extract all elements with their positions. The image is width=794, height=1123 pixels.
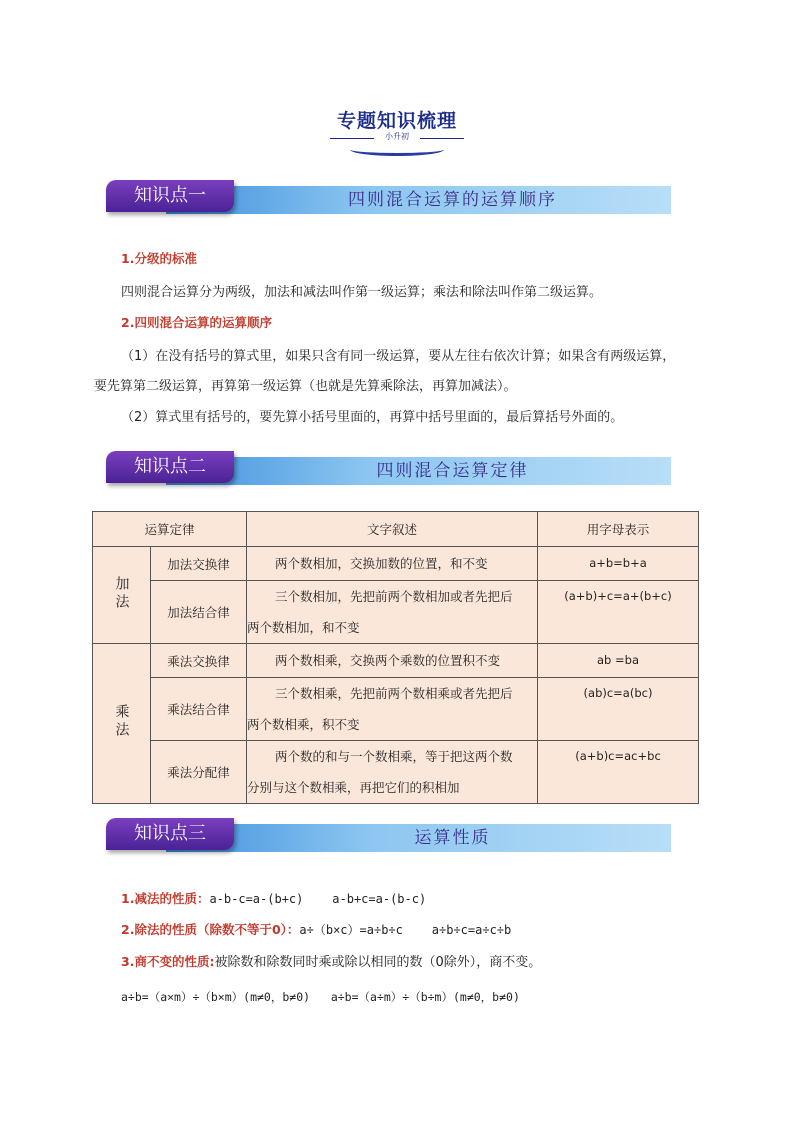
law-formula: (ab)c=a(bc)	[538, 678, 699, 741]
law-formula: (a+b)+c=a+(b+c)	[538, 581, 699, 644]
table-header-row	[93, 512, 699, 547]
law-desc-line2: 两个数相乘，积不变	[247, 717, 360, 732]
table-row	[93, 678, 699, 741]
group-label: 乘法	[113, 704, 130, 740]
division-formula: a÷（b×c）=a÷b÷c a÷b÷c=a÷c÷b	[299, 923, 512, 937]
section-tag: 知识点二	[106, 451, 234, 483]
law-desc-line1: 三个数相加，先把前两个数相加或者先把后	[275, 589, 513, 604]
table-row	[93, 581, 699, 644]
law-name: 乘法交换律	[151, 644, 247, 678]
division-property	[121, 920, 511, 938]
group-cell-add	[93, 547, 151, 644]
law-desc-line2: 两个数相加，和不变	[247, 620, 360, 635]
law-formula: (a+b)c=ac+bc	[538, 741, 699, 804]
quotient-heading: 3.商不变的性质:	[121, 954, 215, 969]
section-tag: 知识点三	[106, 818, 234, 850]
quotient-formulas: a÷b=（a×m）÷（b×m）(m≠0，b≠0) a÷b=（a÷m）÷（b÷m）(m≠0，b≠0)	[121, 990, 520, 1004]
laws-table	[92, 511, 699, 804]
law-desc-line1: 两个数相加，交换加数的位置，和不变	[275, 556, 488, 571]
law-desc-line1: 两个数相乘，交换两个乘数的位置积不变	[275, 653, 501, 668]
section-banner-1	[106, 180, 671, 214]
section-banner-2	[106, 451, 671, 485]
law-name: 乘法结合律	[151, 678, 247, 741]
logo-title: 专题知识梳理	[336, 110, 457, 132]
logo-subtitle: 小升初	[385, 132, 409, 141]
subtraction-formula: a-b-c=a-(b+c) a-b+c=a-(b-c)	[209, 892, 427, 906]
law-name: 加法结合律	[151, 581, 247, 644]
law-desc	[247, 644, 538, 678]
quotient-text: 被除数和除数同时乘或除以相同的数（0除外），商不变。	[214, 955, 542, 970]
division-heading: 2.除法的性质（除数不等于0）：	[121, 922, 300, 937]
law-desc	[247, 581, 538, 644]
table-row	[93, 741, 699, 804]
table-header: 运算定律	[93, 512, 247, 547]
heading-grading-standard: 1.分级的标准	[121, 251, 197, 266]
logo-arc	[350, 143, 444, 156]
group-label: 加法	[113, 575, 130, 612]
logo-divider-right	[420, 138, 464, 139]
section-tag: 知识点一	[106, 180, 234, 212]
law-formula: a+b=b+a	[538, 547, 699, 581]
section-title: 四则混合运算定律	[376, 461, 529, 481]
subtraction-property	[121, 889, 426, 907]
law-formula: ab =ba	[538, 644, 699, 678]
law-desc-line2: 分别与这个数相乘，再把它们的积相加	[247, 780, 460, 795]
quotient-property	[121, 951, 541, 970]
table-row	[93, 547, 699, 581]
section-banner-3	[106, 818, 671, 852]
law-name: 乘法分配律	[151, 741, 247, 804]
law-desc-line1: 两个数的和与一个数相乘，等于把这两个数	[275, 749, 513, 764]
subtraction-heading: 1.减法的性质：	[121, 891, 210, 906]
paragraph-order-line2: 要先算第二级运算，再算第一级运算（也就是先算乘除法，再算加减法）。	[94, 379, 517, 394]
group-cell-mul	[93, 644, 151, 804]
law-desc	[247, 547, 538, 581]
section-title: 运算性质	[414, 828, 491, 848]
paragraph-grading-standard: 四则混合运算分为两级，加法和减法叫作第一级运算；乘法和除法叫作第二级运算。	[121, 285, 603, 300]
table-row	[93, 644, 699, 678]
law-desc-line1: 三个数相乘，先把前两个数相乘或者先把后	[275, 686, 513, 701]
section-title: 四则混合运算的运算顺序	[348, 190, 557, 210]
law-desc	[247, 678, 538, 741]
heading-operation-order: 2.四则混合运算的运算顺序	[121, 315, 272, 330]
table-header: 文字叙述	[247, 512, 538, 547]
paragraph-order-line3: （2）算式里有括号的，要先算小括号里面的，再算中括号里面的，最后算括号外面的。	[121, 410, 624, 425]
law-desc	[247, 741, 538, 804]
law-name: 加法交换律	[151, 547, 247, 581]
table-header: 用字母表示	[538, 512, 699, 547]
paragraph-order-line1: （1）在没有括号的算式里，如果只含有同一级运算，要从左往右依次计算；如果含有两级运算，	[121, 349, 676, 364]
